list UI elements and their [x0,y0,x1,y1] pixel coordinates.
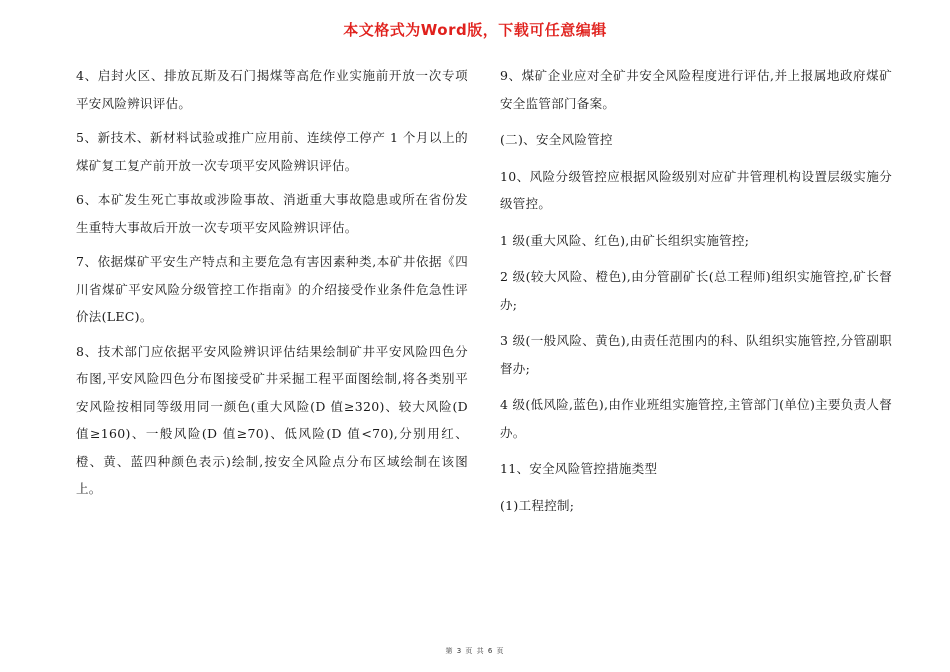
risk-level-2: 2 级(较大风险、橙色),由分管副矿长(总工程师)组织实施管控,矿长督办; [500,269,892,312]
word-format-banner: 本文格式为Word版，下载可任意编辑 [343,21,607,39]
paragraph-item-7: 7、依据煤矿平安生产特点和主要危急有害因素种类,本矿井依据《四川省煤矿平安风险分级管控工作指南》的介绍接受作业条件危急性评价法(LEC)。 [76,254,468,324]
paragraph-item-11: 11、安全风险管控措施类型 [500,461,658,476]
risk-level-3: 3 级(一般风险、黄色),由责任范围内的科、队组织实施管控,分管副职督办; [500,333,892,376]
left-column [76,62,468,510]
page-number: 第 3 页 共 6 页 [445,647,505,655]
paragraph-item-5: 5、新技术、新材料试验或推广应用前、连续停工停产 1 个月以上的煤矿复工复产前开放一次专项平安风险辨识评估。 [76,130,468,173]
paragraph-item-8: 8、技术部门应依据平安风险辨识评估结果绘制矿井平安风险四色分布图,平安风险四色分布图接受矿井采掘工程平面图绘制,将各类别平安风险按相同等级用同一颜色(重大风险(D 值≥320)、较大风险(D 值≥160)、一般风险(D 值≥70)、低风险(D 值<70),分别用红、橙、黄、蓝四种颜色表示)绘制,按安全风险点分布区域绘制在该图上。 [76,343,468,496]
section-heading-risk-control: (二)、安全风险管控 [500,132,613,147]
paragraph-item-6: 6、本矿发生死亡事故或涉险事故、消逝重大事故隐患或所在省份发生重特大事故后开放一次专项平安风险辨识评估。 [76,192,468,235]
control-measure-engineering: (1)工程控制; [500,497,575,513]
right-column [500,62,892,528]
risk-level-1: 1 级(重大风险、红色),由矿长组织实施管控; [500,232,750,248]
paragraph-item-4: 4、启封火区、排放瓦斯及石门揭煤等高危作业实施前开放一次专项平安风险辨识评估。 [76,68,468,111]
risk-level-4: 4 级(低风险,蓝色),由作业班组实施管控,主管部门(单位)主要负责人督办。 [500,397,892,440]
paragraph-item-10: 10、风险分级管控应根据风险级别对应矿井管理机构设置层级实施分级管控。 [500,168,892,211]
paragraph-item-9: 9、煤矿企业应对全矿井安全风险程度进行评估,并上报属地政府煤矿安全监管部门备案。 [500,68,892,111]
